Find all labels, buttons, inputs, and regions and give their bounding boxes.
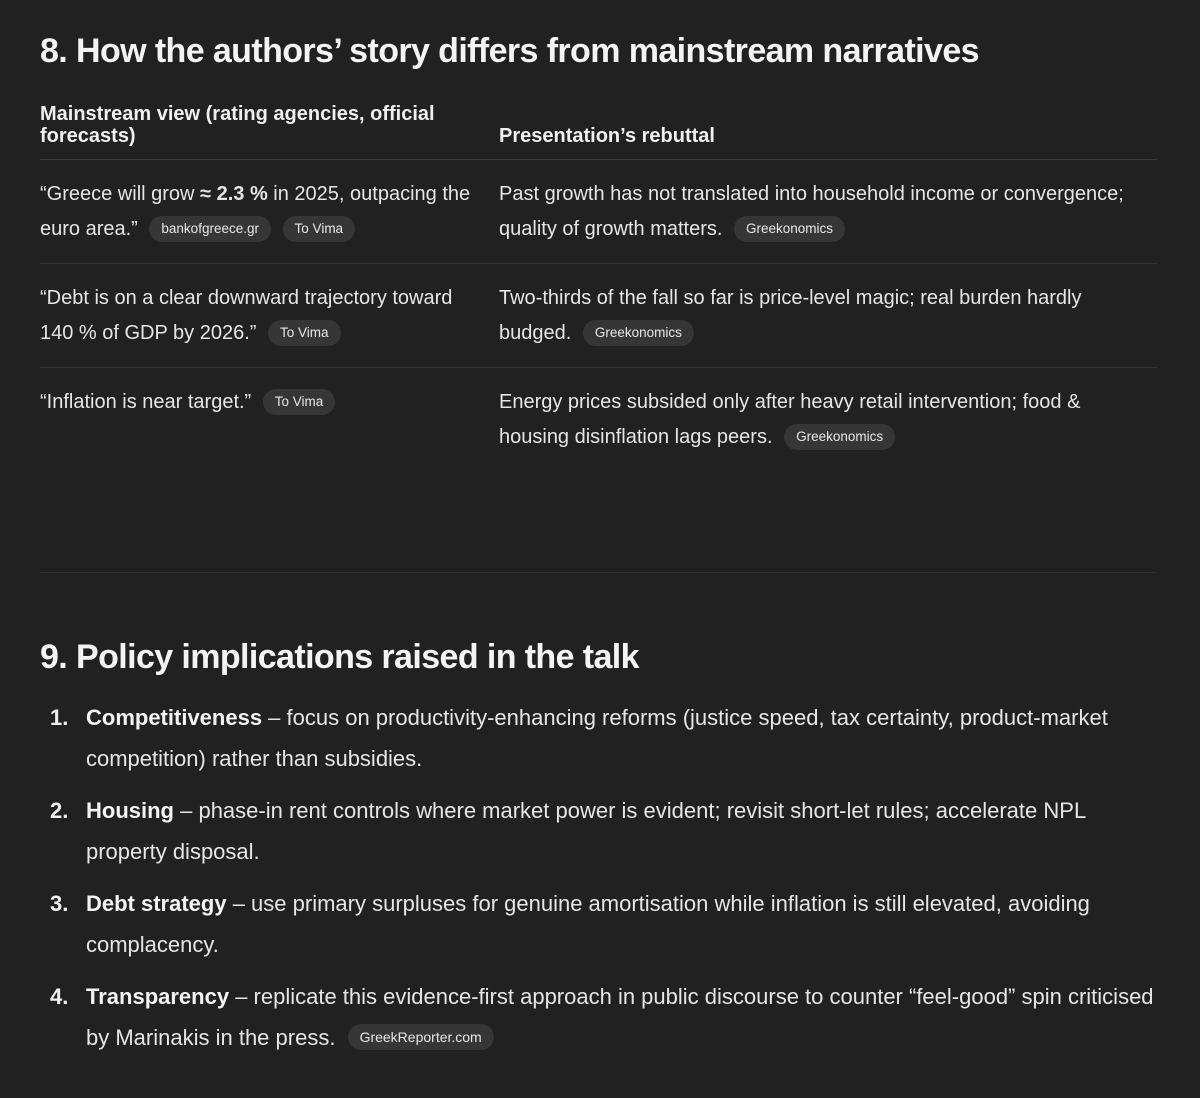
source-pill-greekonomics[interactable]: Greekonomics xyxy=(583,320,694,346)
column-header-mainstream: Mainstream view (rating agencies, official forecasts) xyxy=(40,100,499,160)
rebuttal-text: Two-thirds of the fall so far is price-level magic; real burden hardly budged. xyxy=(499,287,1082,344)
policy-implications-list xyxy=(40,697,1165,1069)
table-row xyxy=(40,264,1157,368)
item-text: – replicate this evidence-first approach in public discourse to counter “feel-good” spin criticised by Marinakis in the press. xyxy=(86,984,1154,1050)
list-item xyxy=(40,976,1165,1058)
mainstream-cell xyxy=(40,368,499,532)
list-item xyxy=(40,883,1165,965)
rebuttal-cell xyxy=(499,368,1157,532)
mainstream-cell xyxy=(40,264,499,368)
rebuttal-cell xyxy=(499,160,1157,264)
list-item xyxy=(40,697,1165,779)
rebuttal-cell xyxy=(499,264,1157,368)
source-pill-bankofgreece[interactable]: bankofgreece.gr xyxy=(149,216,271,242)
comparison-table xyxy=(40,100,1157,531)
claim-text: “Inflation is near target.” xyxy=(40,391,252,413)
table-row xyxy=(40,160,1157,264)
item-text: – focus on productivity-enhancing reforms (justice speed, tax certainty, product-market competition) rather than subsidies. xyxy=(86,705,1108,771)
section-heading-9: 9. Policy implications raised in the talk xyxy=(40,638,639,676)
source-pill-greekonomics[interactable]: Greekonomics xyxy=(734,216,845,242)
rebuttal-text: Past growth has not translated into household income or convergence; quality of growth matters. xyxy=(499,183,1124,240)
source-pill-greekreporter[interactable]: GreekReporter.com xyxy=(348,1024,494,1050)
item-term: Competitiveness xyxy=(86,705,263,730)
source-pill-greekonomics[interactable]: Greekonomics xyxy=(784,424,895,450)
item-term: Debt strategy xyxy=(86,891,227,916)
list-item xyxy=(40,790,1165,872)
growth-figure: ≈ 2.3 % xyxy=(200,183,268,205)
mainstream-cell xyxy=(40,160,499,264)
column-header-rebuttal: Presentation’s rebuttal xyxy=(499,100,1157,160)
item-text: – phase-in rent controls where market power is evident; revisit short-let rules; accelerate NPL property disposal. xyxy=(86,798,1086,864)
rebuttal-text: Energy prices subsided only after heavy retail intervention; food & housing disinflation lags peers. xyxy=(499,391,1081,448)
item-text: – use primary surpluses for genuine amortisation while inflation is still elevated, avoiding complacency. xyxy=(86,891,1090,957)
item-term: Housing xyxy=(86,798,174,823)
claim-prefix: “Greece will grow xyxy=(40,183,201,205)
source-pill-tovima[interactable]: To Vima xyxy=(268,320,341,346)
list-number: 4. xyxy=(50,984,69,1009)
source-pill-tovima[interactable]: To Vima xyxy=(263,389,336,415)
item-term: Transparency xyxy=(86,984,230,1009)
list-number: 3. xyxy=(50,891,69,916)
list-number: 2. xyxy=(50,798,69,823)
list-number: 1. xyxy=(50,705,69,730)
table-header-row xyxy=(40,100,1157,160)
source-pill-tovima[interactable]: To Vima xyxy=(283,216,356,242)
table-row xyxy=(40,368,1157,532)
section-divider xyxy=(40,572,1157,573)
claim-text: “Debt is on a clear downward trajectory toward 140 % of GDP by 2026.” xyxy=(40,287,453,344)
claim-suffix: in 2025, outpacing the euro area.” xyxy=(40,183,471,240)
section-heading-8: 8. How the authors’ story differs from mainstream narratives xyxy=(40,32,979,70)
